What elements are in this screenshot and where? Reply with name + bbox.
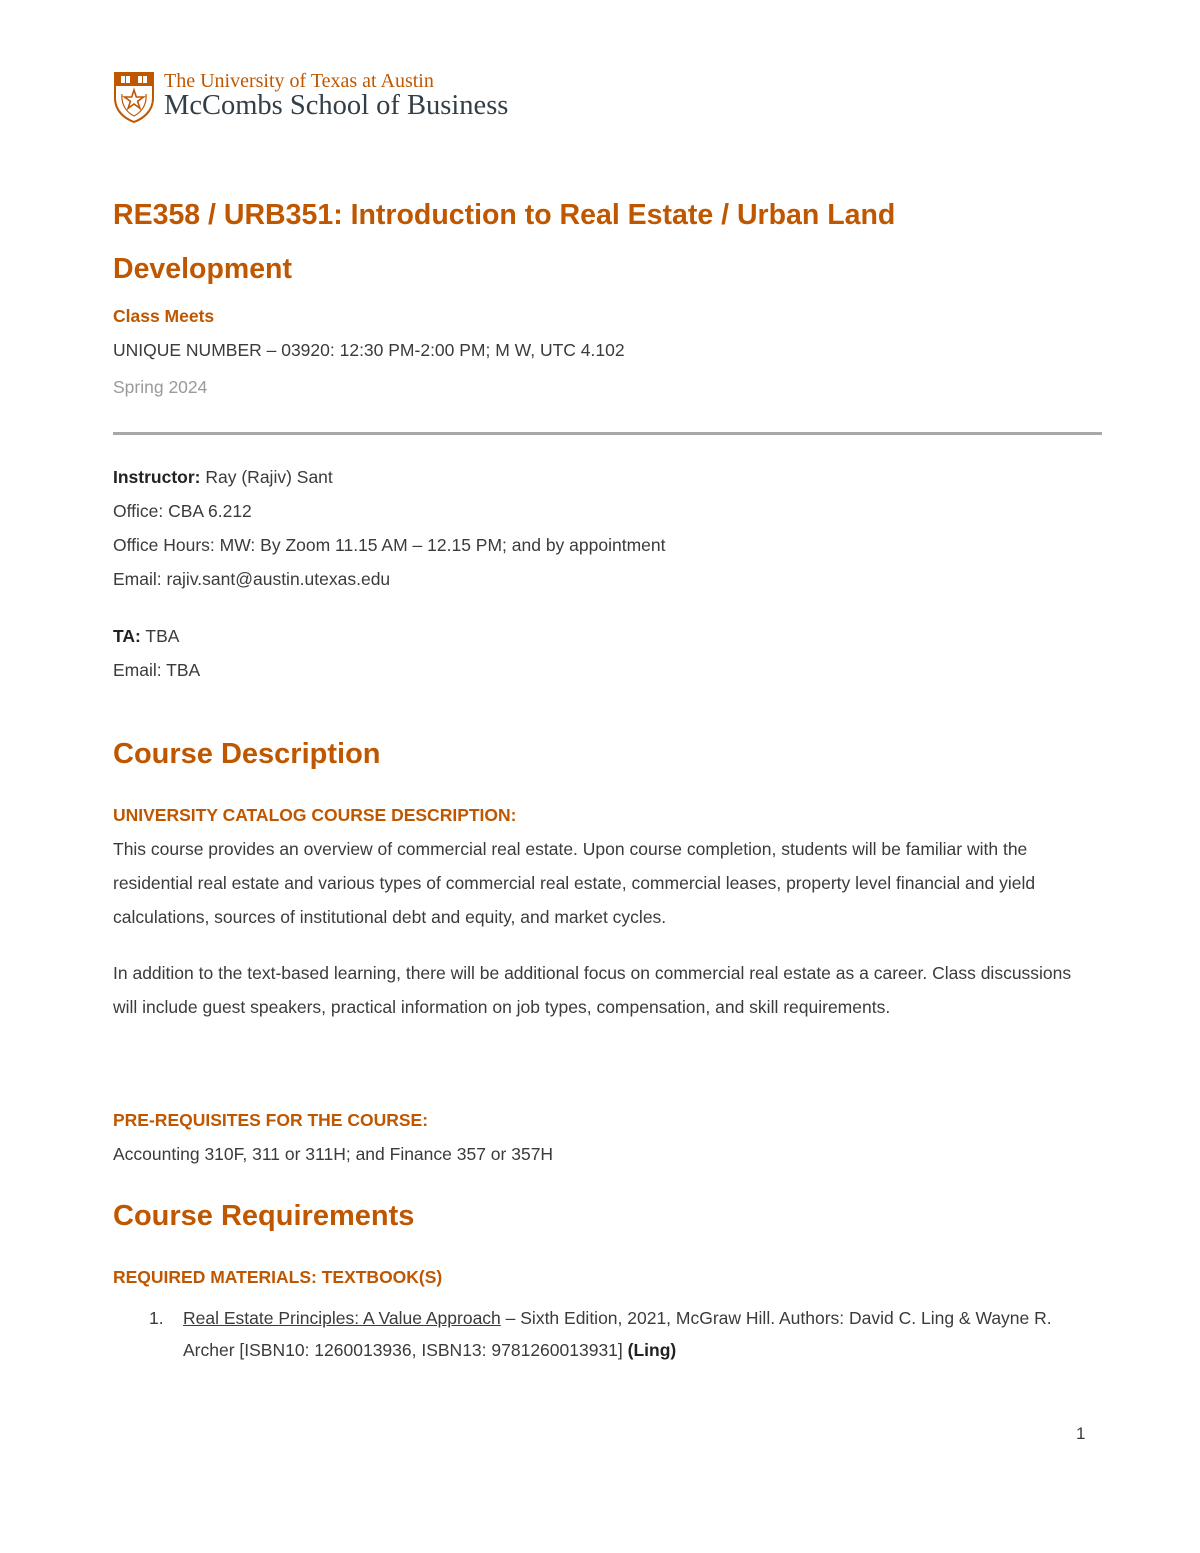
instructor-email: Email: rajiv.sant@austin.utexas.edu bbox=[113, 569, 391, 589]
additional-description-text: In addition to the text-based learning, there will be additional focus on commercial real estate as a career. Class discussions will include guest speakers, practical information on job types, compensation, and skill requirements. bbox=[113, 963, 1072, 1017]
term: Spring 2024 bbox=[113, 377, 208, 397]
mccombs-logo bbox=[112, 68, 552, 126]
ta-email: Email: TBA bbox=[113, 660, 201, 680]
instructor-office: Office: CBA 6.212 bbox=[113, 501, 252, 521]
instructor-label: Instructor: bbox=[113, 467, 201, 487]
instructor-name: Ray (Rajiv) Sant bbox=[205, 467, 333, 487]
school-name: McCombs School of Business bbox=[164, 90, 509, 121]
ta-name: TBA bbox=[145, 626, 180, 646]
textbook-short-name: (Ling) bbox=[627, 1340, 677, 1360]
divider bbox=[113, 432, 1102, 435]
university-name: The University of Texas at Austin bbox=[164, 70, 434, 92]
prerequisites-label: PRE-REQUISITES FOR THE COURSE: bbox=[113, 1110, 429, 1130]
ta-line bbox=[113, 626, 179, 647]
page-number: 1 bbox=[1076, 1424, 1086, 1443]
course-description-heading: Course Description bbox=[113, 738, 381, 770]
instructor-office-hours: Office Hours: MW: By Zoom 11.15 AM – 12.15 PM; and by appointment bbox=[113, 535, 666, 555]
ut-seal-icon bbox=[112, 70, 156, 124]
prerequisites-text: Accounting 310F, 311 or 311H; and Finance 357 or 357H bbox=[113, 1144, 554, 1164]
instructor-line bbox=[113, 467, 333, 488]
textbook-entry bbox=[183, 1302, 1083, 1366]
textbook-details: – Sixth Edition, 2021, McGraw Hill. Authors: David C. Ling & Wayne R. Archer [ISBN10: 1260013936, ISBN13: 9781260013931] bbox=[183, 1308, 1052, 1360]
unique-number: UNIQUE NUMBER – 03920: 12:30 PM-2:00 PM; M W, UTC 4.102 bbox=[113, 340, 625, 360]
course-title: RE358 / URB351: Introduction to Real Estate / Urban Land Development bbox=[113, 199, 896, 285]
textbook-title-link[interactable]: Real Estate Principles: A Value Approach bbox=[183, 1308, 501, 1328]
ta-label: TA: bbox=[113, 626, 141, 646]
catalog-description-label: UNIVERSITY CATALOG COURSE DESCRIPTION: bbox=[113, 805, 517, 825]
course-requirements-heading: Course Requirements bbox=[113, 1200, 415, 1232]
catalog-description-text: This course provides an overview of commercial real estate. Upon course completion, students will be familiar with the residential real estate and various types of commercial real estate, commercial leases, property level financial and yield calculations, sources of institutional debt and equity, and market cycles. bbox=[113, 839, 1036, 927]
list-number: 1. bbox=[149, 1308, 164, 1328]
required-materials-label: REQUIRED MATERIALS: TEXTBOOK(S) bbox=[113, 1267, 443, 1287]
class-meets-label: Class Meets bbox=[113, 306, 215, 326]
